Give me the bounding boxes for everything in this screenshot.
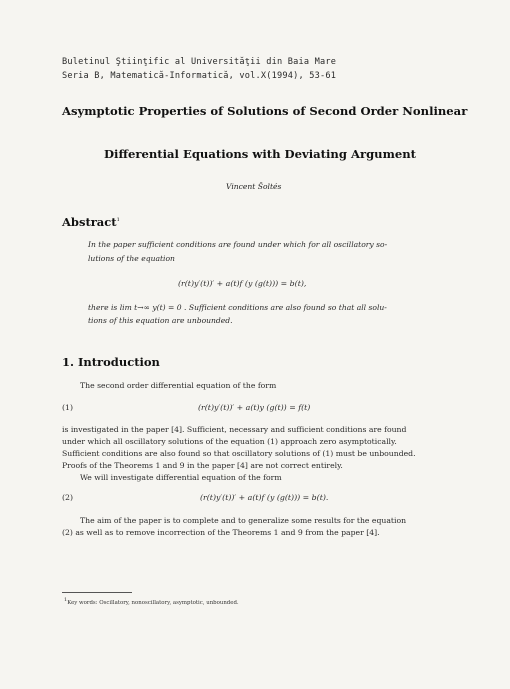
abstract-line-4: tions of this equation are unbounded. (88, 316, 233, 325)
journal-header-line-1: Buletinul Ştiinţific al Universităţii din Baia Mare (62, 57, 337, 67)
abstract-heading (62, 215, 120, 229)
paper-title-line-2: Differential Equations with Deviating Argument (104, 147, 417, 161)
abstract-equation: (r(t)y′(t))′ + a(t)f (y (g(t))) = b(t), (178, 279, 307, 288)
abstract-heading-text: Abstract (62, 215, 117, 229)
footnote (64, 597, 239, 606)
introduction-heading: 1. Introduction (62, 355, 160, 369)
journal-header-line-2: Seria B, Matematică-Informatică, vol.X(1994), 53-61 (62, 71, 337, 81)
intro-line: The second order differential equation of the form (80, 381, 277, 390)
footnote-mark: 1 (64, 597, 68, 603)
abstract-line-1: In the paper sufficient conditions are found under which for all oscillatory so- (88, 240, 388, 249)
intro-paragraph-line-5: We will investigate differential equation of the form (80, 473, 282, 482)
intro-paragraph-line-1: is investigated in the paper [4]. Sufficient, necessary and sufficient conditions are found (62, 425, 407, 434)
footnote-rule (62, 592, 132, 593)
abstract-line-2: lutions of the equation (88, 254, 175, 263)
equation-1: (r(t)y′(t))′ + a(t)y (g(t)) = f(t) (198, 403, 311, 412)
equation-2-label: (2) (62, 493, 74, 502)
intro-paragraph-line-2: under which all oscillatory solutions of the equation (1) approach zero asymptotically. (62, 437, 397, 446)
abstract-line-3: there is lim t→∞ y(t) = 0 . Sufficient conditions are also found so that all solu- (88, 303, 387, 312)
paper-title-line-1: Asymptotic Properties of Solutions of Second Order Nonlinear (62, 104, 468, 118)
closing-line-2: (2) as well as to remove incorrection of the Theorems 1 and 9 from the paper [4]. (62, 528, 380, 537)
equation-1-label: (1) (62, 403, 74, 412)
intro-paragraph-line-4: Proofs of the Theorems 1 and 9 in the paper [4] are not correct entirely. (62, 461, 343, 470)
closing-line-1: The aim of the paper is to complete and to generalize some results for the equation (80, 516, 407, 525)
abstract-footnote-mark: 1 (116, 217, 120, 224)
author-name: Vincent Šoltés (226, 182, 282, 191)
footnote-text: Key words: Oscillatory, nonoscillatory, asymptotic, unbounded. (67, 599, 239, 606)
equation-2: (r(t)y′(t))′ + a(t)f (y (g(t))) = b(t). (200, 493, 329, 502)
intro-paragraph-line-3: Sufficient conditions are also found so that oscillatory solutions of (1) must be unbounded. (62, 449, 416, 458)
